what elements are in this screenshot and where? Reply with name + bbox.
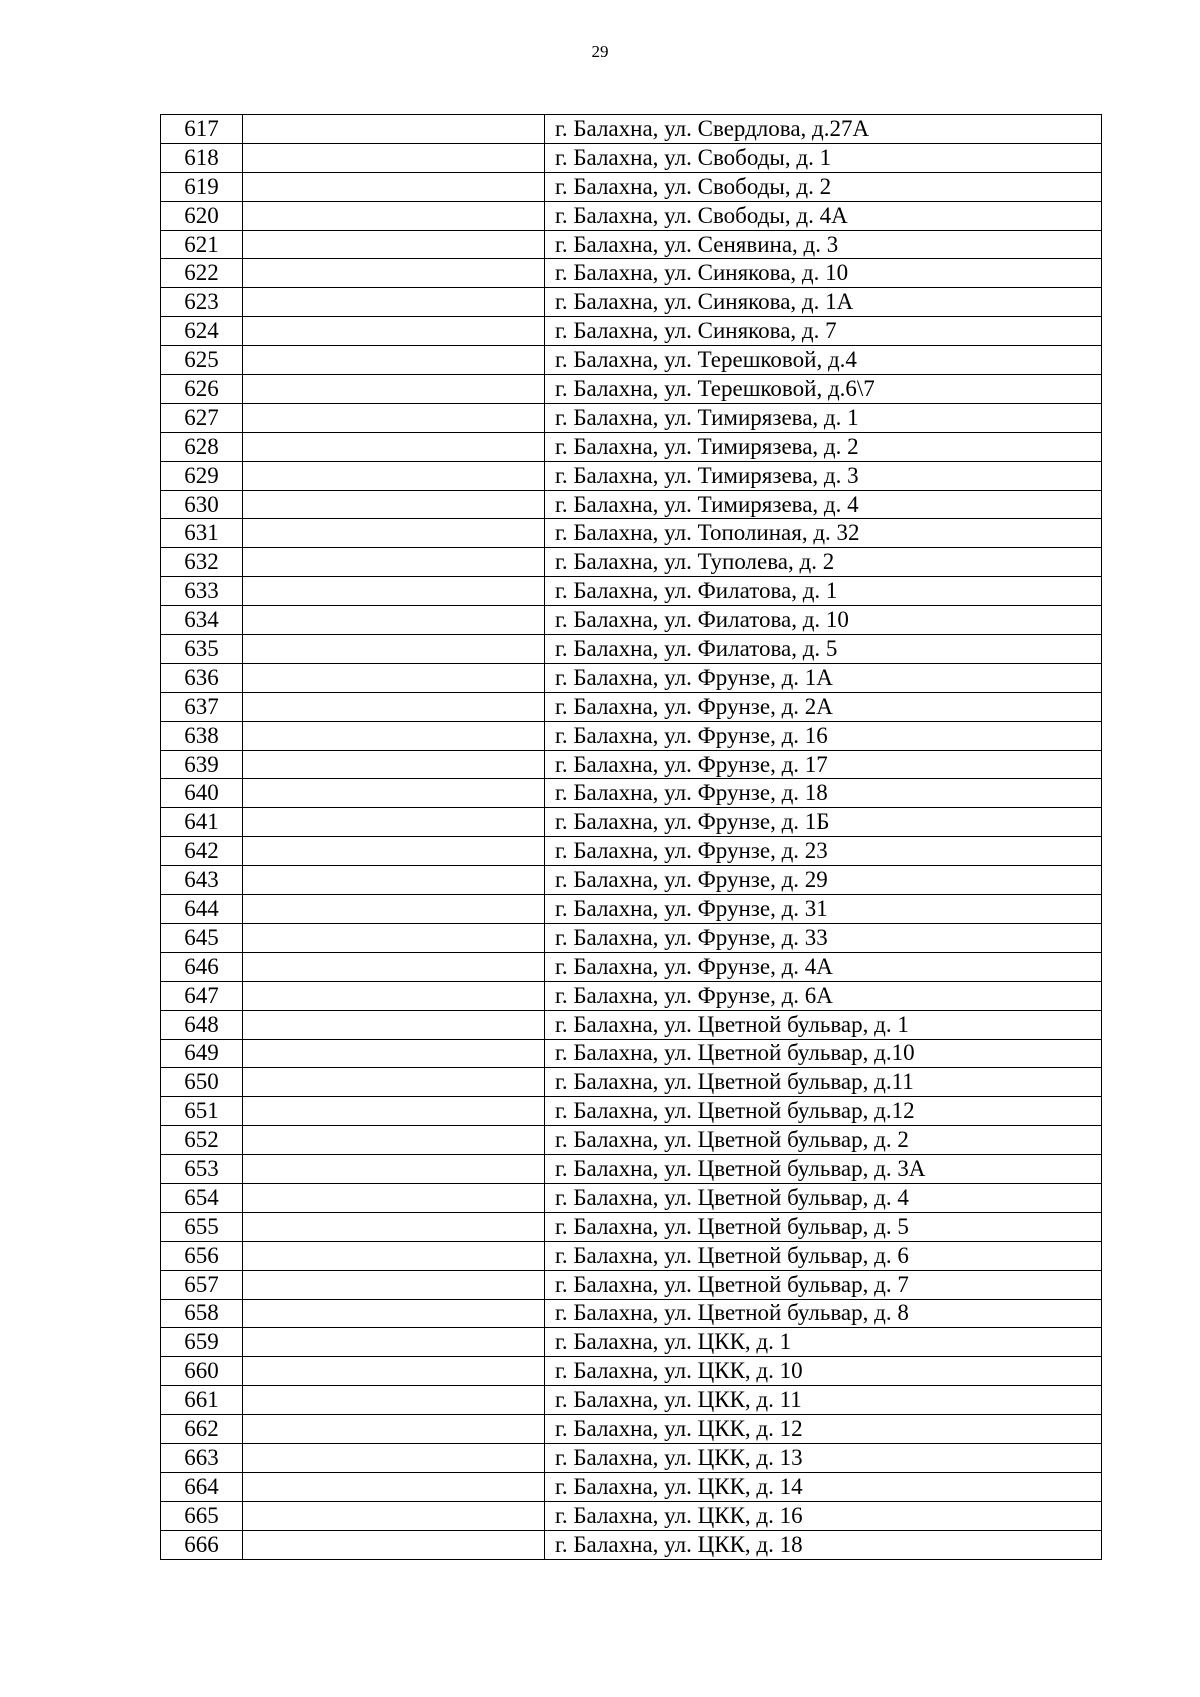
- table-row: [161, 1443, 1102, 1472]
- address-cell: г. Балахна, ул. Фрунзе, д. 4А: [545, 952, 1102, 981]
- table-row: [161, 115, 1102, 144]
- address-cell: г. Балахна, ул. Терешковой, д.6\7: [545, 375, 1102, 404]
- table-row: [161, 837, 1102, 866]
- table-row: [161, 1530, 1102, 1559]
- row-number-cell: 636: [161, 663, 243, 692]
- table-row: [161, 1010, 1102, 1039]
- table-row: [161, 606, 1102, 635]
- table-row: [161, 692, 1102, 721]
- table-row: [161, 1212, 1102, 1241]
- table-row: [161, 375, 1102, 404]
- address-cell: г. Балахна, ул. Цветной бульвар, д. 3А: [545, 1155, 1102, 1184]
- row-number-cell: 654: [161, 1183, 243, 1212]
- address-cell: г. Балахна, ул. Фрунзе, д. 6А: [545, 981, 1102, 1010]
- table-row: [161, 548, 1102, 577]
- row-number-cell: 648: [161, 1010, 243, 1039]
- row-number-cell: 645: [161, 923, 243, 952]
- table-row: [161, 663, 1102, 692]
- table-row: [161, 1097, 1102, 1126]
- table-row: [161, 866, 1102, 895]
- empty-cell: [243, 1270, 545, 1299]
- address-cell: г. Балахна, ул. ЦКК, д. 11: [545, 1386, 1102, 1415]
- empty-cell: [243, 1155, 545, 1184]
- empty-cell: [243, 923, 545, 952]
- empty-cell: [243, 1386, 545, 1415]
- table-row: [161, 1270, 1102, 1299]
- table-row: [161, 1357, 1102, 1386]
- row-number-cell: 656: [161, 1241, 243, 1270]
- table-row: [161, 808, 1102, 837]
- address-cell: г. Балахна, ул. ЦКК, д. 12: [545, 1415, 1102, 1444]
- empty-cell: [243, 1212, 545, 1241]
- address-cell: г. Балахна, ул. Фрунзе, д. 16: [545, 721, 1102, 750]
- address-cell: г. Балахна, ул. Фрунзе, д. 33: [545, 923, 1102, 952]
- row-number-cell: 633: [161, 577, 243, 606]
- address-cell: г. Балахна, ул. Фрунзе, д. 2А: [545, 692, 1102, 721]
- table-row: [161, 635, 1102, 664]
- row-number-cell: 638: [161, 721, 243, 750]
- table-row: [161, 1299, 1102, 1328]
- table-row: [161, 172, 1102, 201]
- empty-cell: [243, 548, 545, 577]
- empty-cell: [243, 952, 545, 981]
- row-number-cell: 634: [161, 606, 243, 635]
- table-row: [161, 1415, 1102, 1444]
- address-cell: г. Балахна, ул. Филатова, д. 5: [545, 635, 1102, 664]
- row-number-cell: 626: [161, 375, 243, 404]
- row-number-cell: 628: [161, 432, 243, 461]
- row-number-cell: 619: [161, 172, 243, 201]
- table-row: [161, 981, 1102, 1010]
- address-cell: г. Балахна, ул. Туполева, д. 2: [545, 548, 1102, 577]
- empty-cell: [243, 172, 545, 201]
- address-cell: г. Балахна, ул. Синякова, д. 1А: [545, 288, 1102, 317]
- empty-cell: [243, 837, 545, 866]
- row-number-cell: 651: [161, 1097, 243, 1126]
- address-cell: г. Балахна, ул. Филатова, д. 10: [545, 606, 1102, 635]
- table-row: [161, 1328, 1102, 1357]
- empty-cell: [243, 346, 545, 375]
- empty-cell: [243, 432, 545, 461]
- address-cell: г. Балахна, ул. Фрунзе, д. 1А: [545, 663, 1102, 692]
- row-number-cell: 658: [161, 1299, 243, 1328]
- address-cell: г. Балахна, ул. Цветной бульвар, д. 1: [545, 1010, 1102, 1039]
- row-number-cell: 644: [161, 895, 243, 924]
- table-row: [161, 1501, 1102, 1530]
- address-cell: г. Балахна, ул. Фрунзе, д. 23: [545, 837, 1102, 866]
- address-cell: г. Балахна, ул. Фрунзе, д. 31: [545, 895, 1102, 924]
- address-cell: г. Балахна, ул. Цветной бульвар, д.10: [545, 1039, 1102, 1068]
- row-number-cell: 655: [161, 1212, 243, 1241]
- table-row: [161, 895, 1102, 924]
- address-cell: г. Балахна, ул. Цветной бульвар, д. 8: [545, 1299, 1102, 1328]
- table-row: [161, 288, 1102, 317]
- address-cell: г. Балахна, ул. Цветной бульвар, д. 5: [545, 1212, 1102, 1241]
- row-number-cell: 660: [161, 1357, 243, 1386]
- row-number-cell: 631: [161, 519, 243, 548]
- empty-cell: [243, 1126, 545, 1155]
- empty-cell: [243, 1299, 545, 1328]
- empty-cell: [243, 1097, 545, 1126]
- empty-cell: [243, 403, 545, 432]
- empty-cell: [243, 779, 545, 808]
- row-number-cell: 664: [161, 1472, 243, 1501]
- empty-cell: [243, 692, 545, 721]
- address-cell: г. Балахна, ул. Синякова, д. 7: [545, 317, 1102, 346]
- row-number-cell: 652: [161, 1126, 243, 1155]
- address-cell: г. Балахна, ул. ЦКК, д. 14: [545, 1472, 1102, 1501]
- row-number-cell: 632: [161, 548, 243, 577]
- row-number-cell: 646: [161, 952, 243, 981]
- address-cell: г. Балахна, ул. Цветной бульвар, д.11: [545, 1068, 1102, 1097]
- address-cell: г. Балахна, ул. Цветной бульвар, д. 6: [545, 1241, 1102, 1270]
- table-row: [161, 952, 1102, 981]
- table-row: [161, 461, 1102, 490]
- address-cell: г. Балахна, ул. Фрунзе, д. 1Б: [545, 808, 1102, 837]
- row-number-cell: 624: [161, 317, 243, 346]
- table-row: [161, 317, 1102, 346]
- address-cell: г. Балахна, ул. Фрунзе, д. 18: [545, 779, 1102, 808]
- row-number-cell: 640: [161, 779, 243, 808]
- empty-cell: [243, 1357, 545, 1386]
- empty-cell: [243, 461, 545, 490]
- table-row: [161, 1386, 1102, 1415]
- row-number-cell: 661: [161, 1386, 243, 1415]
- address-cell: г. Балахна, ул. Цветной бульвар, д. 7: [545, 1270, 1102, 1299]
- address-cell: г. Балахна, ул. Тимирязева, д. 4: [545, 490, 1102, 519]
- address-cell: г. Балахна, ул. Синякова, д. 10: [545, 259, 1102, 288]
- empty-cell: [243, 1039, 545, 1068]
- empty-cell: [243, 663, 545, 692]
- empty-cell: [243, 259, 545, 288]
- empty-cell: [243, 490, 545, 519]
- address-cell: г. Балахна, ул. ЦКК, д. 13: [545, 1443, 1102, 1472]
- address-cell: г. Балахна, ул. Свердлова, д.27А: [545, 115, 1102, 144]
- empty-cell: [243, 606, 545, 635]
- empty-cell: [243, 317, 545, 346]
- empty-cell: [243, 1328, 545, 1357]
- empty-cell: [243, 1530, 545, 1559]
- empty-cell: [243, 981, 545, 1010]
- page-number: 29: [591, 42, 609, 61]
- row-number-cell: 665: [161, 1501, 243, 1530]
- row-number-cell: 630: [161, 490, 243, 519]
- row-number-cell: 625: [161, 346, 243, 375]
- table-row: [161, 346, 1102, 375]
- row-number-cell: 662: [161, 1415, 243, 1444]
- row-number-cell: 627: [161, 403, 243, 432]
- address-cell: г. Балахна, ул. Тимирязева, д. 3: [545, 461, 1102, 490]
- table-row: [161, 201, 1102, 230]
- row-number-cell: 620: [161, 201, 243, 230]
- row-number-cell: 641: [161, 808, 243, 837]
- row-number-cell: 629: [161, 461, 243, 490]
- table-row: [161, 1068, 1102, 1097]
- table-row: [161, 1039, 1102, 1068]
- table-row: [161, 1472, 1102, 1501]
- row-number-cell: 653: [161, 1155, 243, 1184]
- address-table-body: [161, 115, 1102, 1560]
- empty-cell: [243, 750, 545, 779]
- empty-cell: [243, 519, 545, 548]
- empty-cell: [243, 1501, 545, 1530]
- row-number-cell: 642: [161, 837, 243, 866]
- empty-cell: [243, 866, 545, 895]
- row-number-cell: 663: [161, 1443, 243, 1472]
- address-cell: г. Балахна, ул. Тимирязева, д. 2: [545, 432, 1102, 461]
- address-cell: г. Балахна, ул. Сенявина, д. 3: [545, 230, 1102, 259]
- empty-cell: [243, 230, 545, 259]
- table-row: [161, 1155, 1102, 1184]
- address-cell: г. Балахна, ул. Тимирязева, д. 1: [545, 403, 1102, 432]
- address-cell: г. Балахна, ул. Свободы, д. 2: [545, 172, 1102, 201]
- empty-cell: [243, 288, 545, 317]
- empty-cell: [243, 635, 545, 664]
- table-row: [161, 1126, 1102, 1155]
- empty-cell: [243, 1241, 545, 1270]
- empty-cell: [243, 1010, 545, 1039]
- table-row: [161, 1183, 1102, 1212]
- table-row: [161, 490, 1102, 519]
- table-row: [161, 577, 1102, 606]
- address-cell: г. Балахна, ул. Тополиная, д. 32: [545, 519, 1102, 548]
- table-row: [161, 779, 1102, 808]
- address-table: [160, 114, 1102, 1560]
- row-number-cell: 618: [161, 143, 243, 172]
- address-cell: г. Балахна, ул. Фрунзе, д. 29: [545, 866, 1102, 895]
- empty-cell: [243, 375, 545, 404]
- table-row: [161, 143, 1102, 172]
- table-row: [161, 923, 1102, 952]
- empty-cell: [243, 115, 545, 144]
- address-cell: г. Балахна, ул. ЦКК, д. 10: [545, 1357, 1102, 1386]
- empty-cell: [243, 1183, 545, 1212]
- address-cell: г. Балахна, ул. ЦКК, д. 18: [545, 1530, 1102, 1559]
- address-cell: г. Балахна, ул. Свободы, д. 4А: [545, 201, 1102, 230]
- address-cell: г. Балахна, ул. Цветной бульвар, д. 4: [545, 1183, 1102, 1212]
- empty-cell: [243, 1415, 545, 1444]
- row-number-cell: 637: [161, 692, 243, 721]
- table-row: [161, 1241, 1102, 1270]
- row-number-cell: 657: [161, 1270, 243, 1299]
- row-number-cell: 647: [161, 981, 243, 1010]
- row-number-cell: 643: [161, 866, 243, 895]
- address-cell: г. Балахна, ул. Цветной бульвар, д.12: [545, 1097, 1102, 1126]
- row-number-cell: 617: [161, 115, 243, 144]
- table-row: [161, 519, 1102, 548]
- table-row: [161, 750, 1102, 779]
- empty-cell: [243, 143, 545, 172]
- empty-cell: [243, 895, 545, 924]
- empty-cell: [243, 721, 545, 750]
- row-number-cell: 622: [161, 259, 243, 288]
- row-number-cell: 623: [161, 288, 243, 317]
- address-cell: г. Балахна, ул. Цветной бульвар, д. 2: [545, 1126, 1102, 1155]
- empty-cell: [243, 201, 545, 230]
- empty-cell: [243, 1068, 545, 1097]
- row-number-cell: 666: [161, 1530, 243, 1559]
- row-number-cell: 649: [161, 1039, 243, 1068]
- address-cell: г. Балахна, ул. Терешковой, д.4: [545, 346, 1102, 375]
- table-row: [161, 230, 1102, 259]
- empty-cell: [243, 577, 545, 606]
- address-cell: г. Балахна, ул. ЦКК, д. 16: [545, 1501, 1102, 1530]
- table-row: [161, 432, 1102, 461]
- empty-cell: [243, 1472, 545, 1501]
- table-row: [161, 721, 1102, 750]
- address-cell: г. Балахна, ул. Фрунзе, д. 17: [545, 750, 1102, 779]
- row-number-cell: 635: [161, 635, 243, 664]
- row-number-cell: 639: [161, 750, 243, 779]
- table-row: [161, 259, 1102, 288]
- empty-cell: [243, 808, 545, 837]
- row-number-cell: 650: [161, 1068, 243, 1097]
- table-row: [161, 403, 1102, 432]
- empty-cell: [243, 1443, 545, 1472]
- address-cell: г. Балахна, ул. ЦКК, д. 1: [545, 1328, 1102, 1357]
- row-number-cell: 659: [161, 1328, 243, 1357]
- row-number-cell: 621: [161, 230, 243, 259]
- address-cell: г. Балахна, ул. Свободы, д. 1: [545, 143, 1102, 172]
- address-cell: г. Балахна, ул. Филатова, д. 1: [545, 577, 1102, 606]
